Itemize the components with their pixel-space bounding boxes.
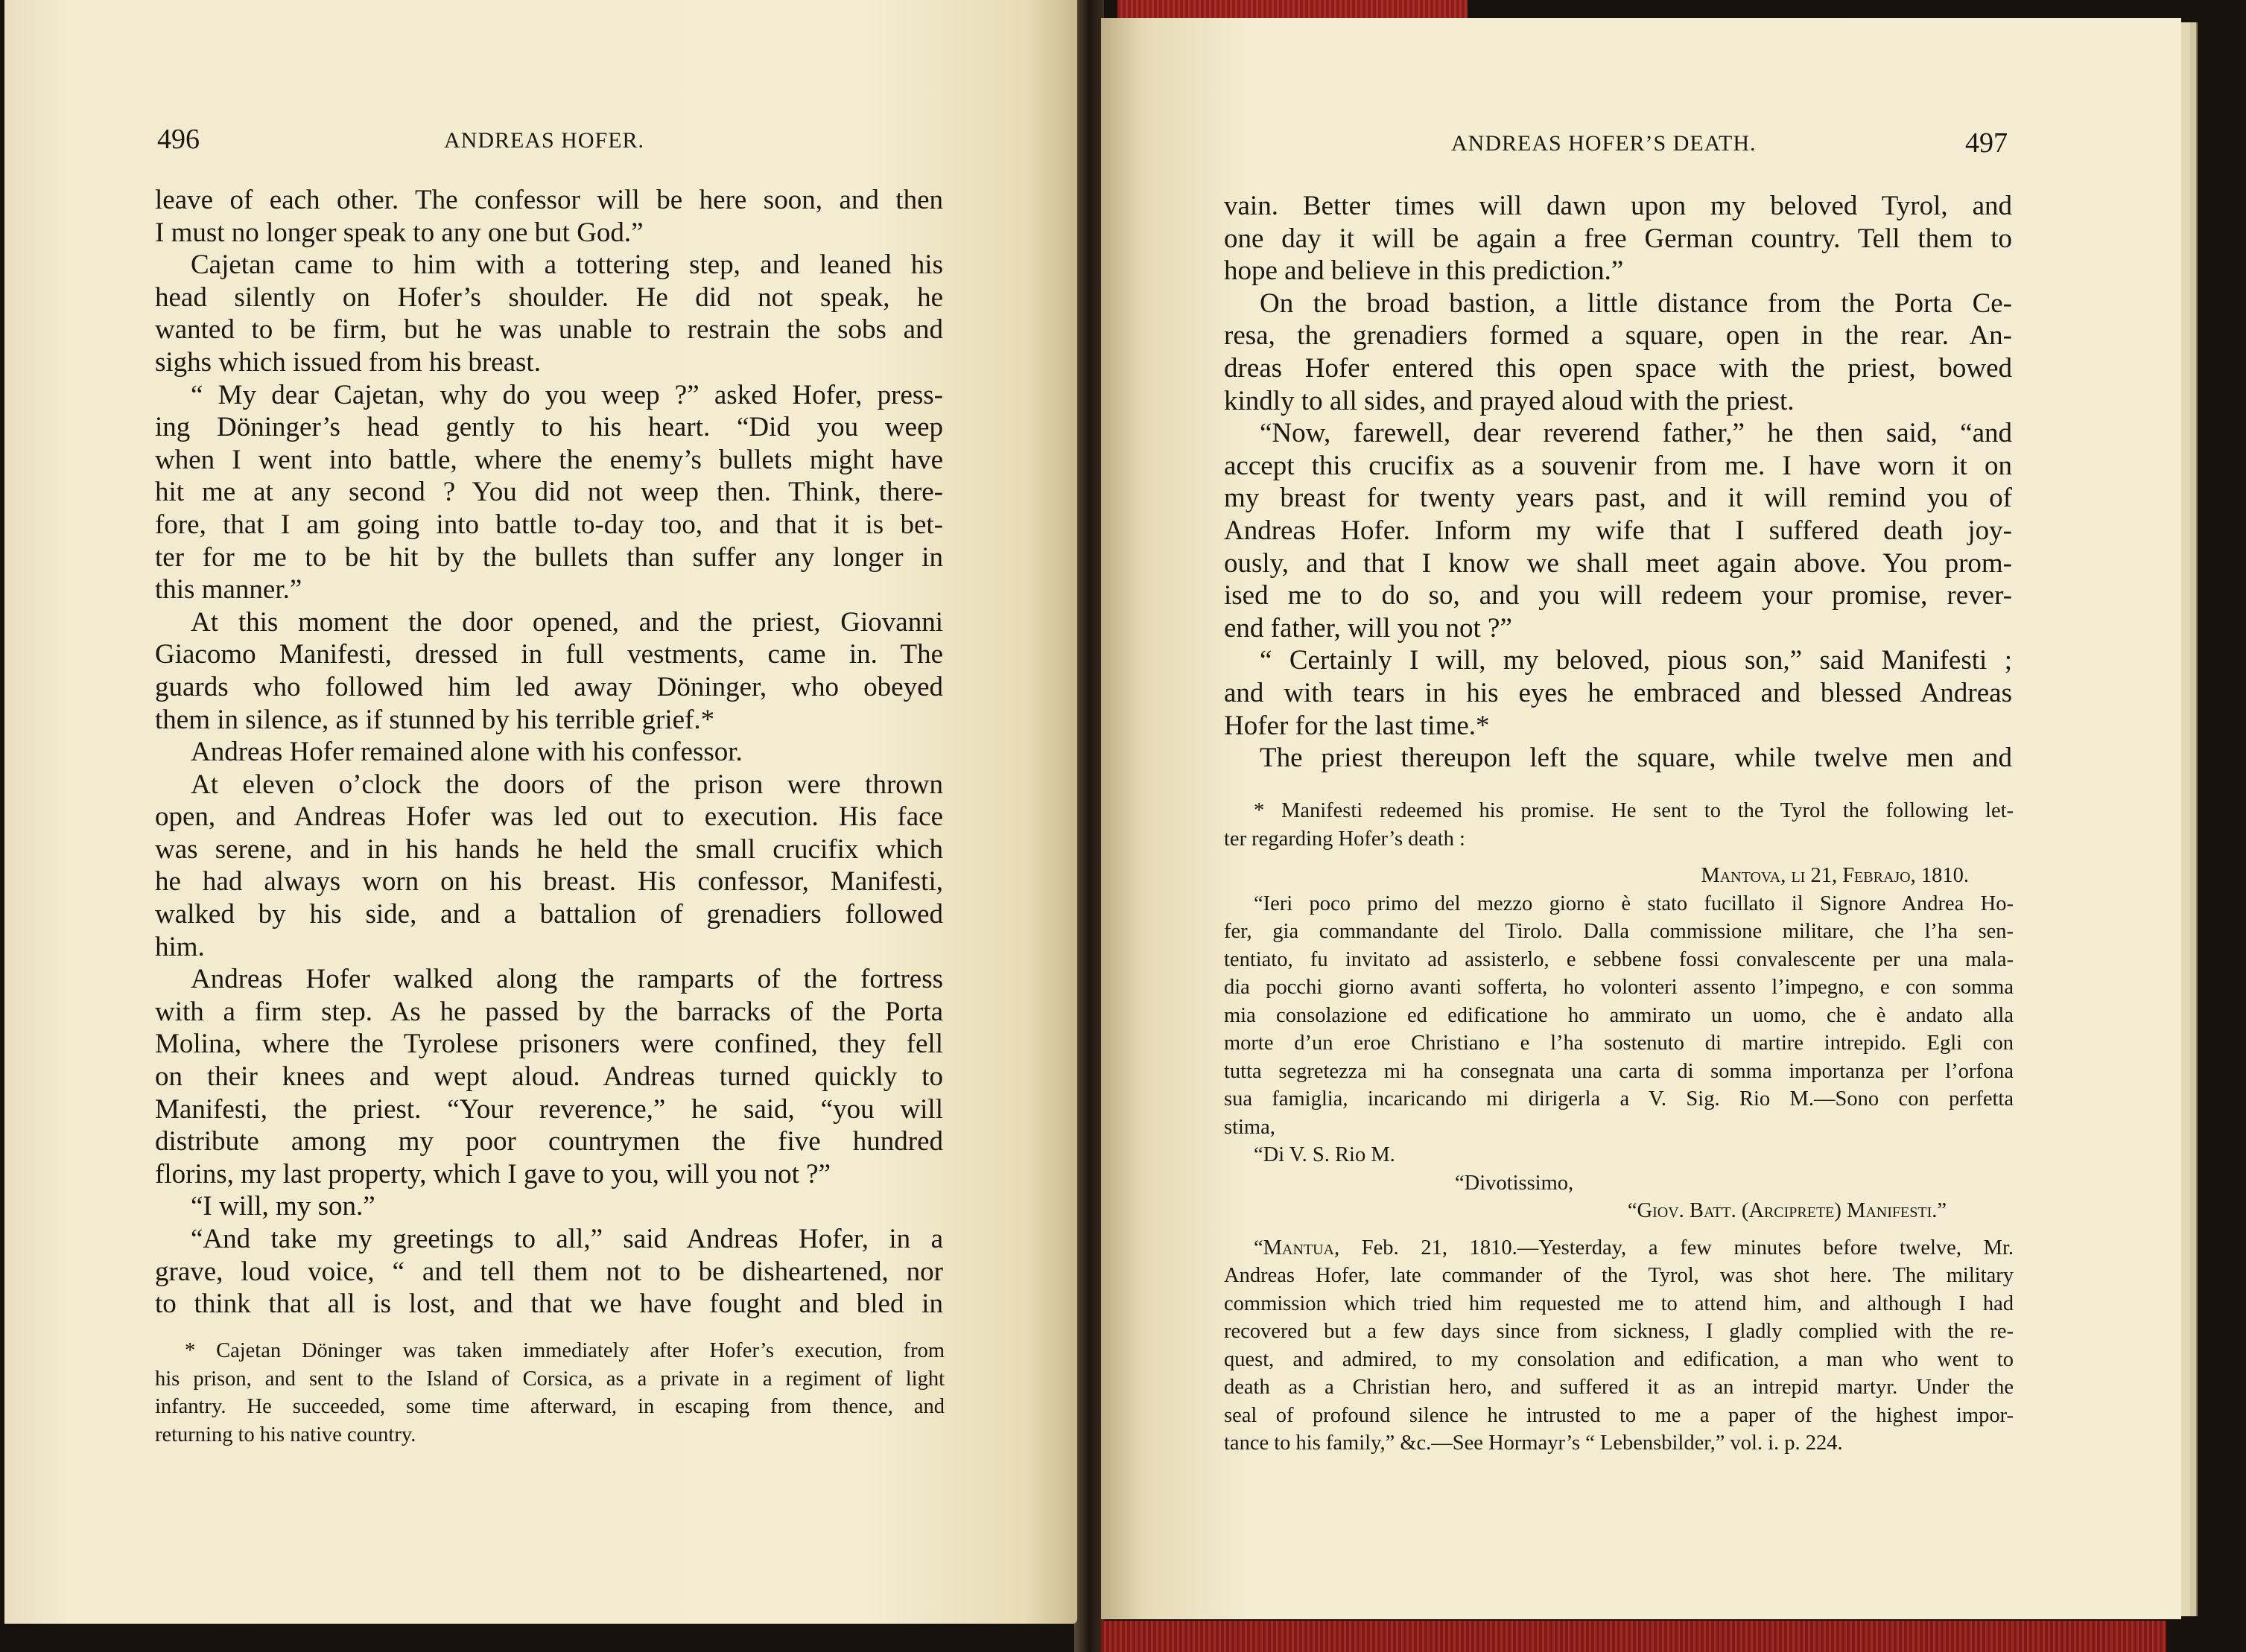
text-line: The priest thereupon left the square, while twelve men and [1260,743,2012,774]
text-line: hit me at any second ? You did not weep then. Think, there- [155,477,943,508]
paragraph [1224,742,2012,775]
text-line: guards who followed him led away Döninger, who obeyed [155,671,943,702]
text-line: distribute among my poor countrymen the five hundred [155,1126,943,1157]
text-line: resa, the grenadiers formed a square, open in the rear. An- [1224,320,2012,352]
text-line: hope and believe in this prediction.” [1224,255,1624,287]
paragraph [1224,190,2012,287]
text-line: dia pocchi giorno avanti sofferta, ho volonteri assento l’impegno, e con somma [1224,976,2014,999]
text-line: leave of each other. The confessor will be here soon, and then [155,185,943,215]
paragraph [155,963,943,1190]
page-stack-edge [2190,22,2198,1616]
text-line: “Mantua, Feb. 21, 1810.—Yesterday, a few minutes before twelve, Mr. [1254,1236,2014,1259]
book-gutter [1074,0,1104,1652]
text-line: on their knees and wept aloud. Andreas turned quickly to [155,1061,943,1093]
text-line: At eleven o’clock the doors of the prison were thrown [191,769,943,800]
text-line: Hofer for the last time.* [1224,710,1490,741]
text-line: quest, and admired, to my consolation and edification, a man who went to [1224,1347,2014,1371]
paragraph [155,606,943,736]
text-line: “Now, farewell, dear reverend father,” he then said, “and [1260,418,2012,449]
paragraph [1224,287,2012,417]
text-line: tentiato, fu invitato ad assisterlo, e sebbene fossi convalescente per una mala- [1224,947,2014,971]
footnote [155,1337,945,1449]
paragraph [155,1223,943,1321]
text-line: death as a Christian hero, and suffered it as an intrepid martyr. Under the [1224,1376,2014,1399]
page-number: 496 [157,124,200,155]
paragraph [1224,797,2014,853]
letter-signature: “Giov. Batt. (Arciprete) Manifesti.” [1627,1199,1947,1222]
page-number: 497 [1965,127,2008,159]
text-line: head silently on Hofer’s shoulder. He did not speak, he [155,282,943,313]
text-line: my breast for twenty years past, and it will remind you of [1224,483,2012,514]
letter-italian [1224,890,2014,1142]
book-cover-cloth-top [1117,0,1468,18]
text-line: On the broad bastion, a little distance from the Porta Ce- [1260,287,2012,319]
paragraph [155,769,943,964]
text-line: ter for me to be hit by the bullets than suffer any longer in [155,541,943,573]
text-line: kindly to all sides, and prayed aloud with the priest. [1224,385,1795,416]
text-line: ised me to do so, and you will redeem your promise, rever- [1224,580,2012,611]
text-line: tance to his family,” &c.—See Hormayr’s “ Lebensbilder,” vol. i. p. 224. [1224,1432,1843,1455]
text-line: fore, that I am going into battle to-day too, and that it is bet- [155,509,943,540]
text-line: Andreas Hofer remained alone with his confessor. [191,737,743,768]
text-line: seal of profound silence he intrusted to me a paper of the highest impor- [1224,1403,2014,1427]
paragraph [155,249,943,378]
running-head: ANDREAS HOFER. [444,128,645,153]
text-line: returning to his native country. [155,1423,416,1446]
paragraph [1224,890,2014,1142]
text-line: “And take my greetings to all,” said Andreas Hofer, in a [191,1224,943,1254]
text-line: Manifesti, the priest. “Your reverence,” he said, “you will [155,1093,943,1125]
text-line: one day it will be again a free German country. Tell them to [1224,223,2012,254]
text-line: morte d’un eroe Christiano e l’ha sostenuto di martire intrepido. Egli con [1224,1032,2014,1055]
paragraph [1224,417,2012,644]
text-line: sighs which issued from his breast. [155,346,541,378]
text-line: him. [155,931,205,962]
text-line: fer, gia commandante del Tirolo. Dalla commissione militare, che l’ha sen- [1224,920,2014,943]
text-line: this manner.” [155,574,302,606]
text-line: vain. Better times will dawn upon my beloved Tyrol, and [1224,191,2012,221]
paragraph [155,736,943,769]
text-line: commission which tried him requested me to attend him, and although I had [1224,1292,2014,1315]
text-line: At this moment the door opened, and the priest, Giovanni [191,606,943,638]
text-line: his prison, and sent to the Island of Corsica, as a private in a regiment of light [155,1367,945,1391]
book-cover-cloth-bottom [1101,1621,2166,1652]
text-line: tutta segretezza mi ha consegnata una carta di somma importanza per l’orfona [1224,1059,2014,1083]
text-line: accept this crucifix as a souvenir from me. I have worn it on [1224,450,2012,481]
text-line: stima, [1224,1115,1275,1139]
text-line: was serene, and in his hands he held the small crucifix which [155,833,943,865]
paragraph [155,1190,943,1223]
text-line: end father, will you not ?” [1224,612,1512,644]
text-line: Andreas Hofer, late commander of the Tyrol, was shot here. The military [1224,1264,2014,1287]
paragraph [1224,1234,2014,1458]
paragraph [155,184,943,249]
letter-dateline: Mantova, li 21, Febrajo, 1810. [1701,864,1969,887]
text-line: Andreas Hofer walked along the ramparts of the fortress [191,964,943,995]
text-line: when I went into battle, where the enemy’s bullets might have [155,444,943,475]
text-line: mia consolazione ed edificatione ho ammirato un uomo, che è andato alla [1224,1003,2014,1027]
text-line: * Cajetan Döninger was taken immediately after Hofer’s execution, from [185,1339,945,1362]
text-line: * Manifesti redeemed his promise. He sent to the Tyrol the following let- [1254,799,2014,822]
text-line: sua famiglia, incaricando mi dirigerla a V. Sig. Rio M.—Sono con perfetta [1224,1087,2014,1111]
footnote [1224,797,2014,1458]
letter-translation [1224,1234,2014,1458]
text-line: Giacomo Manifesti, dressed in full vestments, came in. The [155,639,943,670]
text-line: “I will, my son.” [191,1191,375,1222]
letter-salutation: “Di V. S. Rio M. [1254,1143,1395,1166]
text-line: Molina, where the Tyrolese prisoners were confined, they fell [155,1029,943,1060]
text-line: ter regarding Hofer’s death : [1224,827,1465,851]
text-line: infantry. He succeeded, some time afterward, in escaping from thence, and [155,1395,945,1418]
text-line: he had always worn on his breast. His confessor, Manifesti, [155,866,943,898]
text-line: Cajetan came to him with a tottering step, and leaned his [191,250,943,281]
left-page [4,0,1077,1624]
text-line: “ My dear Cajetan, why do you weep ?” asked Hofer, press- [191,379,943,410]
text-line: florins, my last property, which I gave to you, will you not ?” [155,1158,831,1189]
paragraph [155,1337,945,1449]
paragraph [1224,644,2012,742]
text-line: them in silence, as if stunned by his terrible grief.* [155,704,715,735]
footnote-intro [1224,797,2014,853]
text-line: and with tears in his eyes he embraced and blessed Andreas [1224,677,2012,708]
text-line: grave, loud voice, “ and tell them not to be disheartened, nor [155,1256,943,1287]
right-page [1101,18,2181,1619]
text-line: ously, and that I know we shall meet again above. You prom- [1224,547,2012,579]
text-line: recovered but a few days since from sickness, I gladly complied with the re- [1224,1320,2014,1343]
text-line: with a firm step. As he passed by the barracks of the Porta [155,996,943,1027]
text-line: to think that all is lost, and that we have fought and bled in [155,1289,943,1320]
text-line: “ Certainly I will, my beloved, pious son,” said Manifesti ; [1260,645,2012,676]
body-text [155,184,943,1321]
text-line: open, and Andreas Hofer was led out to execution. His face [155,801,943,833]
text-line: dreas Hofer entered this open space with the priest, bowed [1224,352,2012,384]
text-line: ing Döninger’s head gently to his heart. “Did you weep [155,412,943,443]
paragraph [155,379,943,606]
letter-closing: “Divotissimo, [1455,1171,1574,1195]
text-line: Andreas Hofer. Inform my wife that I suffered death joy- [1224,515,2012,546]
text-line: wanted to be firm, but he was unable to restrain the sobs and [155,314,943,346]
text-line: I must no longer speak to any one but God.” [155,217,644,248]
text-line: “Ieri poco primo del mezzo giorno è stato fucillato il Signore Andrea Ho- [1254,892,2014,915]
running-head: ANDREAS HOFER’S DEATH. [1451,131,1757,156]
body-text [1224,190,2012,775]
text-line: walked by his side, and a battalion of grenadiers followed [155,899,943,930]
